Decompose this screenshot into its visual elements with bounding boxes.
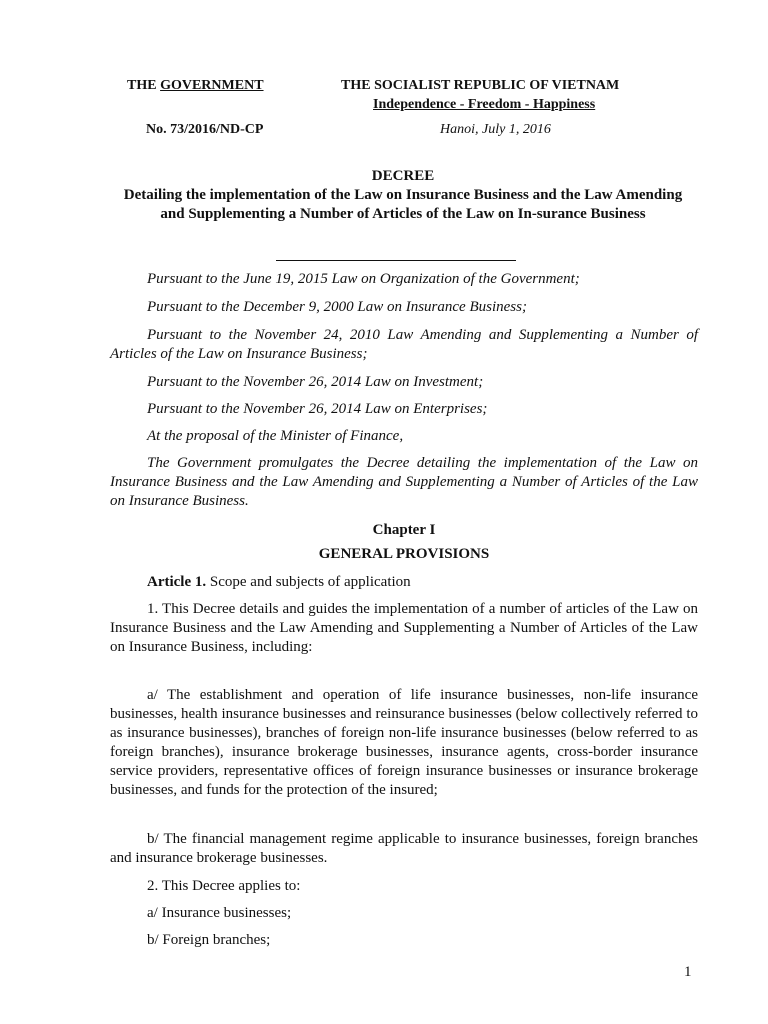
clause-1: 1. This Decree details and guides the implementation of a number of articles of the Law on Insurance Business and the Law Amending and Supplementing a Number of Articles of the Law on Insurance Business, including: [110,601,698,655]
preamble-line-6: At the proposal of the Minister of Finance, [147,428,404,444]
preamble-line-4: Pursuant to the November 26, 2014 Law on Investment; [147,374,484,390]
clause-1-point-a: a/ The establishment and operation of life insurance businesses, non-life insurance businesses, health insurance businesses and reinsurance businesses (below collectively referred to as insurance businesses), branches of foreign non-life insurance businesses (below referred to as foreign branches), insurance brokerage businesses, insurance agents, cross-border insurance service providers, representative offices of foreign insurance businesses or insurance brokerage businesses, and funds for the protection of the insured; [110,687,698,798]
article-label: Article 1. [147,574,207,590]
clause-1-point-b: b/ The financial management regime applicable to insurance businesses, foreign branches and insurance brokerage businesses. [110,831,698,866]
clause-2-point-a: a/ Insurance businesses; [147,905,292,921]
place-and-date: Hanoi, July 1, 2016 [440,122,551,137]
page-number: 1 [684,964,692,980]
article-title: Scope and subjects of application [206,574,411,590]
clause-2: 2. This Decree applies to: [147,878,301,894]
title-divider [276,260,516,261]
national-title: THE SOCIALIST REPUBLIC OF VIETNAM [341,78,620,93]
document-type: DECREE [371,168,435,184]
preamble-line-1: Pursuant to the June 19, 2015 Law on Organization of the Government; [147,271,580,287]
national-motto: Independence - Freedom - Happiness [373,97,596,112]
issuing-body [127,77,264,95]
promulgation-statement: The Government promulgates the Decree detailing the implementation of the Law on Insurance Business and the Law Amending and Supplementing a Number of Articles of the Law on Insurance Business. [110,455,698,509]
preamble-line-2: Pursuant to the December 9, 2000 Law on Insurance Business; [147,299,527,315]
clause-2-point-b: b/ Foreign branches; [147,932,271,948]
chapter-number: Chapter I [372,522,436,538]
decree-number: No. 73/2016/ND-CP [146,122,264,137]
article-heading [110,573,698,592]
chapter-title: GENERAL PROVISIONS [318,546,490,562]
issuing-body-name: GOVERNMENT [160,78,264,93]
issuing-body-prefix: THE [127,78,161,93]
document-title: Detailing the implementation of the Law on Insurance Business and the Law Amending and Supplementing a Number of Articles of the Law on In-surance Business [123,187,683,222]
preamble-line-5: Pursuant to the November 26, 2014 Law on Enterprises; [147,401,488,417]
preamble-line-3: Pursuant to the November 24, 2010 Law Amending and Supplementing a Number of Articles of the Law on Insurance Business; [110,327,698,362]
